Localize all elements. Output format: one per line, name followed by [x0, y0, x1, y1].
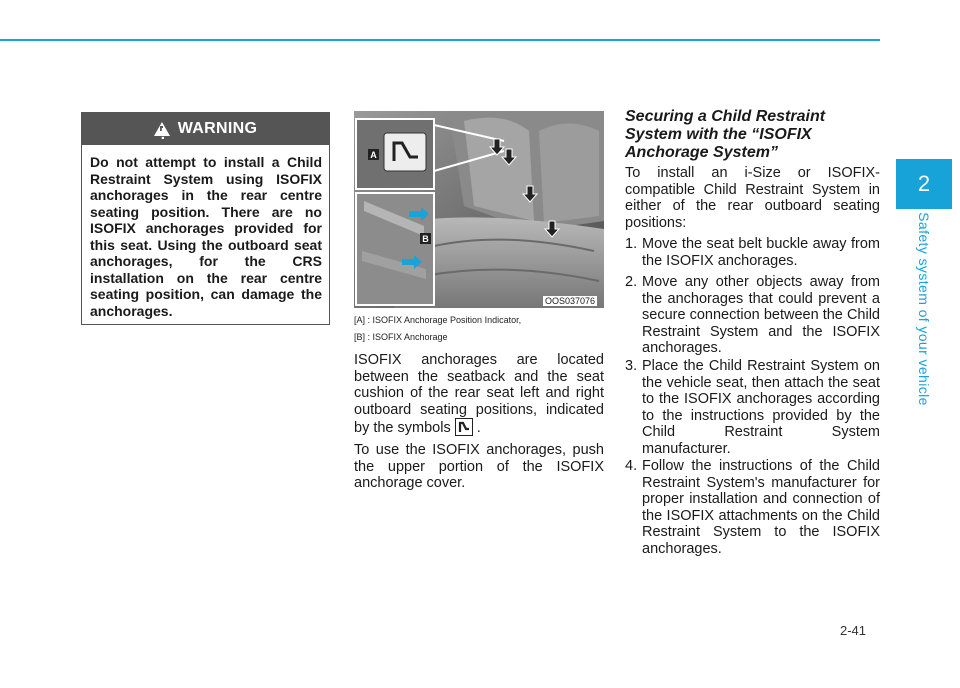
step-text: Follow the instructions of the Child Restraint System's manufacturer for proper installation and connection of the ISOFIX attachments on the Child Restraint System to the ISOFIX anchorages.	[642, 458, 880, 557]
isofix-seat-illustration	[354, 111, 604, 308]
warning-text: Do not attempt to install a Child Restraint System using ISOFIX anchorages in the rear centre seating position. There are no ISOFIX anchorages provided for this seat. Using the outboard seat anchorages, for the CRS installation on the rear centre seating position, can damage the anchorages.	[90, 154, 322, 319]
warning-box	[81, 112, 330, 325]
intro-paragraph: To install an i-Size or ISOFIX-compatible Child Restraint System in either of the rear outboard seating positions:	[625, 165, 880, 231]
chapter-number-tab	[896, 159, 952, 209]
chapter-title-tab	[896, 209, 952, 410]
step-number: 2.	[625, 274, 638, 290]
list-item	[625, 358, 880, 457]
chapter-number: 2	[917, 171, 931, 196]
figure-caption-a: [A] : ISOFIX Anchorage Position Indicator,	[354, 315, 522, 325]
isofix-cover-paragraph: To use the ISOFIX anchorages, push the upper portion of the ISOFIX anchorage cover.	[354, 442, 604, 491]
list-item	[625, 274, 880, 357]
step-text: Move the seat belt buckle away from the ISOFIX anchorages.	[642, 236, 880, 269]
isofix-location-paragraph	[354, 352, 604, 437]
page-number: 2-41	[840, 623, 867, 638]
step-number: 4.	[625, 458, 638, 474]
step-number: 3.	[625, 358, 638, 374]
list-item	[625, 458, 880, 557]
step-number: 1.	[625, 236, 638, 252]
isofix-location-text: ISOFIX anchorages are located between the seatback and the seat cushion of the rear seat left and right outboard seating positions, indicated by the symbols	[354, 352, 604, 436]
list-item	[625, 236, 880, 269]
isofix-location-end: .	[476, 420, 481, 436]
figure-caption-b: [B] : ISOFIX Anchorage	[354, 332, 448, 342]
section-heading: Securing a Child Restraint System with the “ISOFIX Anchorage System”	[625, 108, 826, 161]
chapter-title: Safety system of your vehicle	[916, 212, 932, 406]
warning-header	[82, 113, 329, 145]
step-text: Place the Child Restraint System on the vehicle seat, then attach the seat to the ISOFIX anchorages according to the instructions provided by the Child Restraint System manufacturer.	[642, 358, 880, 457]
figure-label-a: A	[370, 150, 377, 160]
step-text: Move any other objects away from the anchorages that could prevent a secure connection between the Child Restraint System and the ISOFIX anchorages.	[642, 274, 880, 356]
figure-label-b: B	[422, 234, 429, 244]
isofix-symbol-icon	[455, 418, 473, 436]
warning-triangle-icon: !	[154, 122, 170, 136]
header-rule	[0, 39, 880, 41]
figure-code: OOS037076	[545, 296, 596, 306]
seat-photo	[354, 111, 604, 308]
warning-title: WARNING	[177, 120, 258, 137]
